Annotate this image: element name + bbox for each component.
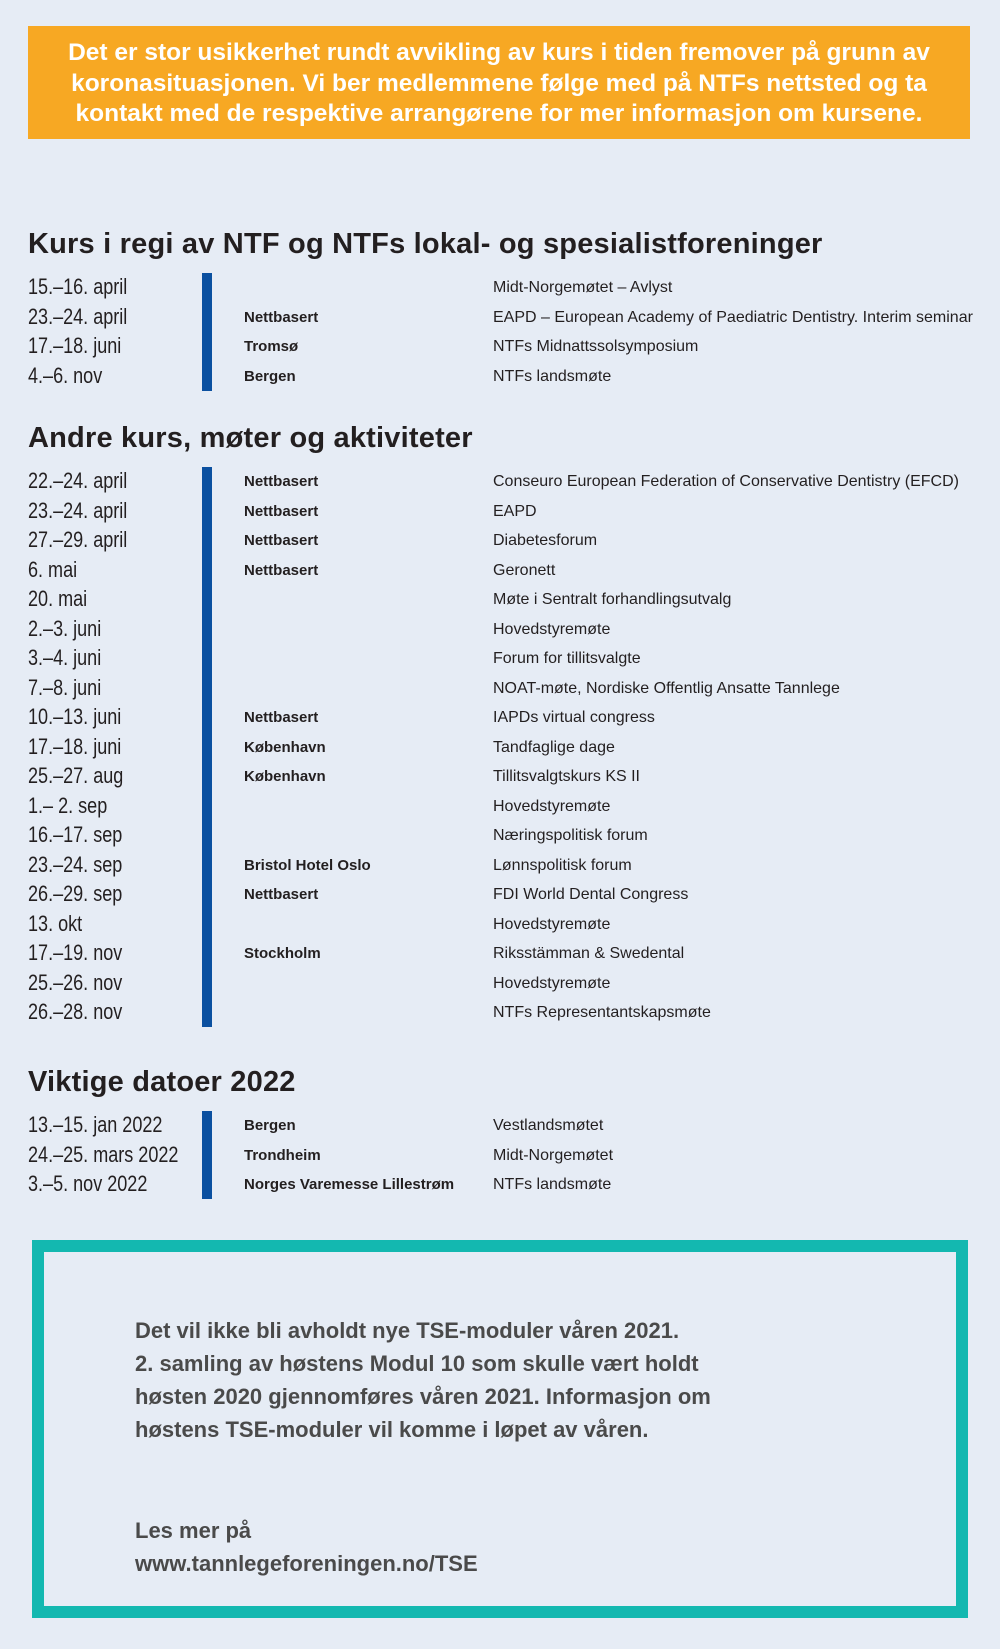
schedule-row bbox=[28, 615, 978, 645]
event-date: 17.–19. nov bbox=[28, 940, 123, 965]
schedule-row bbox=[28, 362, 978, 392]
event-date: 3.–5. nov 2022 bbox=[28, 1171, 148, 1196]
event-name: Diabetesforum bbox=[493, 532, 598, 549]
schedule-row bbox=[28, 526, 978, 556]
schedule-row bbox=[28, 880, 978, 910]
event-date: 27.–29. april bbox=[28, 527, 128, 552]
event-name: Midt-Norgemøtet bbox=[493, 1146, 614, 1164]
event-name: NTFs Midnattssolsymposium bbox=[493, 338, 699, 355]
schedule-row bbox=[28, 303, 978, 333]
event-date: 3.–4. juni bbox=[28, 645, 102, 670]
event-name: NTFs Representantskapsmøte bbox=[493, 1004, 711, 1021]
event-name: IAPDs virtual congress bbox=[493, 709, 655, 726]
schedule-row bbox=[28, 733, 978, 763]
schedule-row bbox=[28, 910, 978, 940]
schedule-row bbox=[28, 821, 978, 851]
ntf-courses-list bbox=[28, 273, 978, 391]
event-name: Næringspolitisk forum bbox=[493, 827, 648, 844]
event-location: København bbox=[244, 768, 326, 785]
event-name: FDI World Dental Congress bbox=[493, 886, 689, 903]
event-name: Hovedstyremøte bbox=[493, 797, 611, 815]
notice-line: Det er stor usikkerhet rundt avvikling av kurs i tiden fremover på grunn av bbox=[68, 39, 930, 66]
schedule-row bbox=[28, 497, 978, 527]
event-name: EAPD bbox=[493, 502, 537, 520]
event-date: 23.–24. sep bbox=[28, 851, 123, 877]
event-date: 13. okt bbox=[28, 910, 83, 936]
event-location: Nettbasert bbox=[244, 308, 319, 326]
schedule-row bbox=[28, 762, 978, 792]
event-location: Nettbasert bbox=[244, 532, 319, 549]
event-date: 26.–29. sep bbox=[28, 881, 123, 906]
event-name: Hovedstyremøte bbox=[493, 620, 611, 638]
event-location: Bergen bbox=[244, 367, 296, 385]
event-name: Midt-Norgemøtet – Avlyst bbox=[493, 279, 673, 296]
other-activities-list bbox=[28, 467, 978, 1028]
event-name: Vestlandsmøtet bbox=[493, 1117, 604, 1134]
event-date: 1.– 2. sep bbox=[28, 792, 108, 818]
event-name: Hovedstyremøte bbox=[493, 915, 611, 933]
read-more-block bbox=[135, 1514, 478, 1580]
schedule-row bbox=[28, 939, 978, 969]
event-date: 24.–25. mars 2022 bbox=[28, 1141, 179, 1167]
event-name: Tillitsvalgtskurs KS II bbox=[493, 768, 640, 785]
event-date: 23.–24. april bbox=[28, 303, 128, 329]
notice-line: kontakt med de respektive arrangørene for mer informasjon om kursene. bbox=[75, 100, 923, 127]
event-location: Nettbasert bbox=[244, 886, 319, 903]
event-name: Hovedstyremøte bbox=[493, 974, 611, 992]
event-date: 25.–27. aug bbox=[28, 763, 124, 788]
event-name: NTFs landsmøte bbox=[493, 367, 612, 385]
schedule-row bbox=[28, 969, 978, 999]
event-name: Forum for tillitsvalgte bbox=[493, 650, 641, 667]
event-name: Lønnspolitisk forum bbox=[493, 856, 632, 874]
section-title-other-activities: Andre kurs, møter og aktiviteter bbox=[28, 422, 473, 454]
schedule-row bbox=[28, 585, 978, 615]
event-location: Nettbasert bbox=[244, 502, 319, 520]
schedule-row bbox=[28, 998, 978, 1028]
tse-notice-text bbox=[135, 1314, 835, 1446]
section-title-ntf-courses: Kurs i regi av NTF og NTFs lokal- og spesialistforeninger bbox=[28, 228, 823, 260]
schedule-row bbox=[28, 644, 978, 674]
event-date: 15.–16. april bbox=[28, 274, 128, 299]
read-more-link[interactable]: www.tannlegeforeningen.no/TSE bbox=[135, 1551, 478, 1576]
event-date: 23.–24. april bbox=[28, 497, 128, 523]
schedule-row bbox=[28, 674, 978, 704]
schedule-row bbox=[28, 703, 978, 733]
event-name: Riksstämman & Swedental bbox=[493, 945, 685, 962]
tse-info-box bbox=[32, 1240, 968, 1618]
event-date: 6. mai bbox=[28, 556, 78, 582]
event-location: Nettbasert bbox=[244, 473, 319, 490]
section-title-important-dates-2022: Viktige datoer 2022 bbox=[28, 1066, 296, 1098]
event-location: Bergen bbox=[244, 1117, 296, 1134]
event-date: 17.–18. juni bbox=[28, 333, 122, 358]
event-date: 22.–24. april bbox=[28, 468, 128, 493]
event-name: Conseuro European Federation of Conservative Dentistry (EFCD) bbox=[493, 473, 959, 490]
event-date: 13.–15. jan 2022 bbox=[28, 1112, 163, 1137]
event-date: 10.–13. juni bbox=[28, 704, 122, 729]
schedule-row bbox=[28, 332, 978, 362]
event-date: 25.–26. nov bbox=[28, 969, 123, 995]
event-date: 17.–18. juni bbox=[28, 733, 122, 759]
event-date: 16.–17. sep bbox=[28, 822, 123, 847]
schedule-row bbox=[28, 556, 978, 586]
tse-line: høsten 2020 gjennomføres våren 2021. Informasjon om bbox=[135, 1384, 711, 1409]
schedule-row bbox=[28, 792, 978, 822]
event-location: Trondheim bbox=[244, 1146, 321, 1164]
schedule-row bbox=[28, 1170, 978, 1200]
event-name: Møte i Sentralt forhandlingsutvalg bbox=[493, 591, 732, 608]
event-name: Geronett bbox=[493, 561, 556, 579]
schedule-row bbox=[28, 467, 978, 497]
tse-line: Det vil ikke bli avholdt nye TSE-moduler våren 2021. bbox=[135, 1318, 680, 1343]
event-location: Nettbasert bbox=[244, 709, 319, 726]
event-date: 4.–6. nov bbox=[28, 362, 103, 388]
schedule-row bbox=[28, 1111, 978, 1141]
event-name: Tandfaglige dage bbox=[493, 738, 615, 756]
event-location: Nettbasert bbox=[244, 561, 319, 579]
event-date: 26.–28. nov bbox=[28, 999, 123, 1024]
important-dates-list bbox=[28, 1111, 978, 1200]
notice-line: koronasituasjonen. Vi ber medlemmene følge med på NTFs nettsted og ta bbox=[71, 69, 927, 97]
tse-line: høstens TSE-moduler vil komme i løpet av våren. bbox=[135, 1417, 649, 1442]
read-more-label: Les mer på bbox=[135, 1518, 252, 1543]
schedule-row bbox=[28, 273, 978, 303]
tse-line: 2. samling av høstens Modul 10 som skulle vært holdt bbox=[135, 1351, 699, 1376]
event-location: København bbox=[244, 738, 326, 756]
event-date: 20. mai bbox=[28, 586, 88, 611]
schedule-row bbox=[28, 1141, 978, 1171]
event-location: Norges Varemesse Lillestrøm bbox=[244, 1176, 455, 1193]
event-location: Stockholm bbox=[244, 945, 321, 962]
schedule-row bbox=[28, 851, 978, 881]
corona-notice-banner bbox=[28, 26, 970, 139]
event-name: NOAT-møte, Nordiske Offentlig Ansatte Tannlege bbox=[493, 679, 840, 697]
event-location: Tromsø bbox=[244, 338, 299, 355]
event-date: 7.–8. juni bbox=[28, 674, 102, 700]
event-name: NTFs landsmøte bbox=[493, 1176, 612, 1193]
event-location: Bristol Hotel Oslo bbox=[244, 856, 371, 874]
event-name: EAPD – European Academy of Paediatric Dentistry. Interim seminar bbox=[493, 308, 973, 326]
event-date: 2.–3. juni bbox=[28, 615, 102, 641]
